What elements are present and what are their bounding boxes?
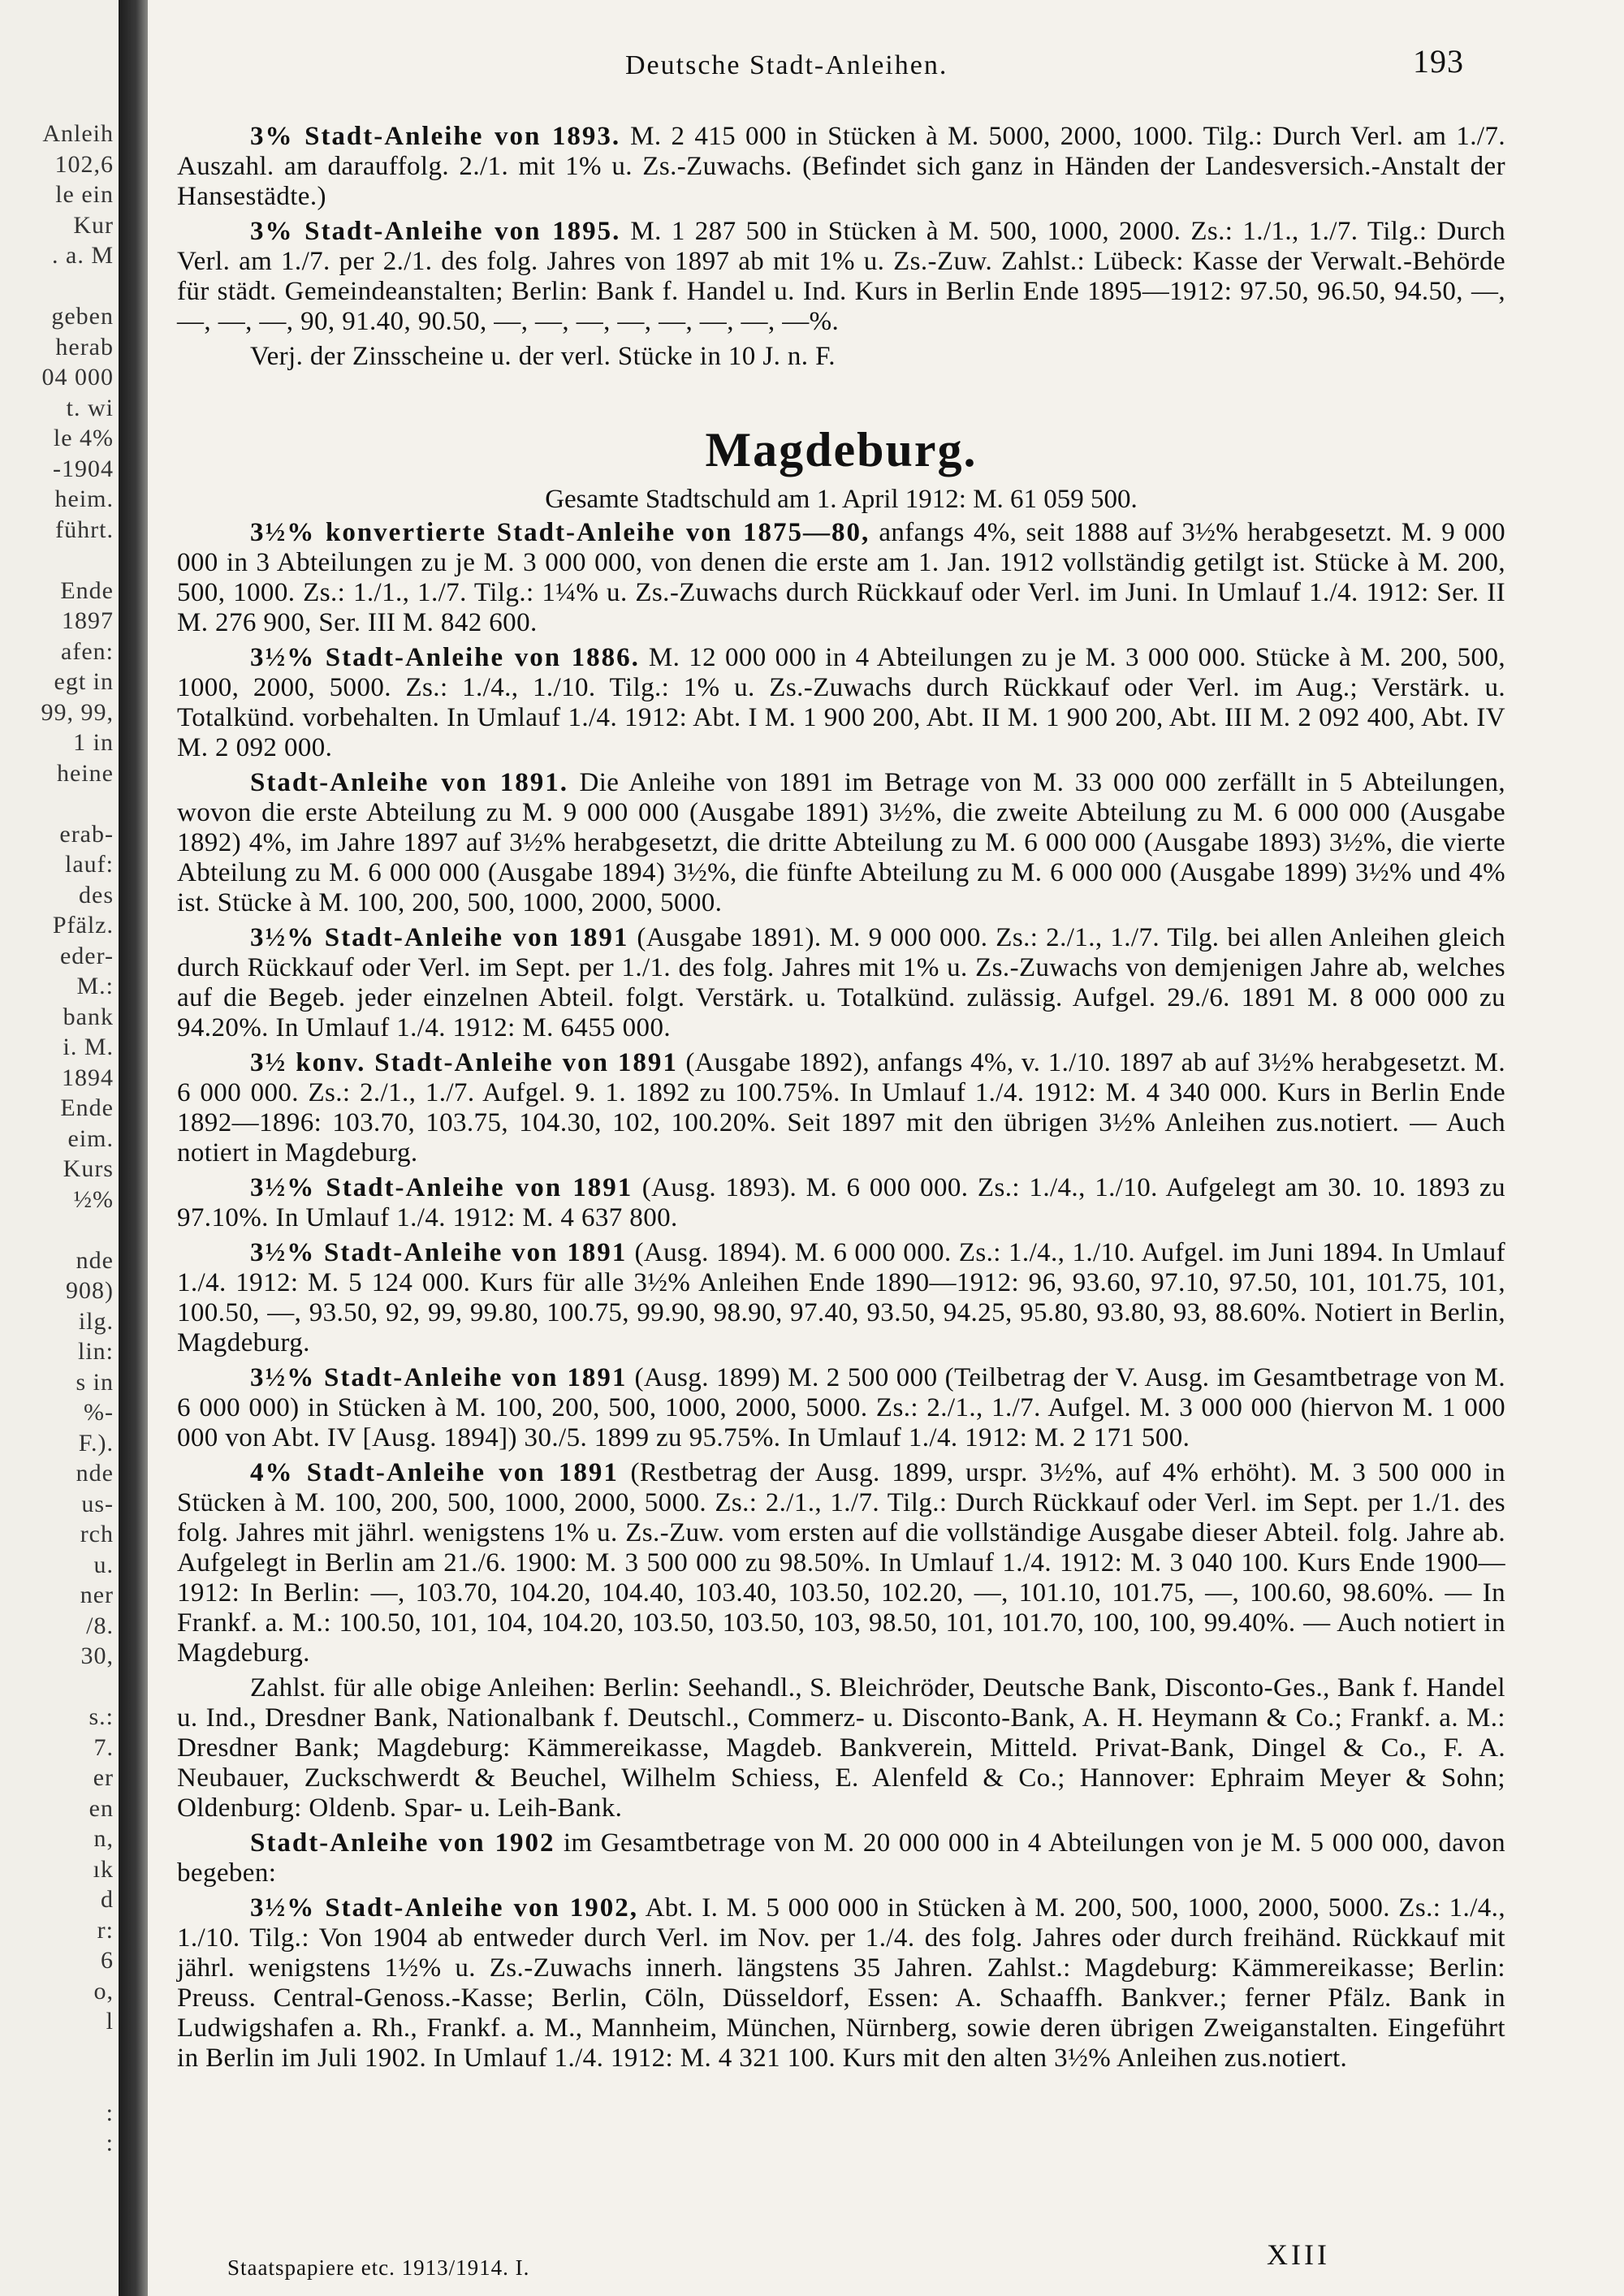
loan-details: Zahlst. für alle obige Anleihen: Berlin: Seehandl., S. Bleichröder, Deutsche Bank, Disconto-Ges., Bank f. Handel u. Ind., Dresdner Bank, Nationalbank f. Deutschl., Commerz- u. Disconto-Bank, A. H. Heymann & Co.; Frankf. a. M.: Dresdner Bank; Magdeburg: Kämmereikasse, Magdeb. Bankverein, Mitteld. Privat-Bank, Dingel & Co., F. A. Neubauer, Zuckschwerdt & Beuchel, Wilhelm Schiess, E. Alenfeld & Co.; Hannover: Ephraim Meyer & Sohn; Oldenburg: Oldenb. Spar- u. Leih-Bank. [177, 1673, 1505, 1823]
adjacent-page-fragment: Kurs [63, 1155, 114, 1182]
magdeburg-paragraph [177, 768, 1505, 918]
magdeburg-paragraph [177, 643, 1505, 763]
adjacent-page-fragment: t. wi [66, 394, 114, 421]
adjacent-page-fragment: 1 in [73, 729, 114, 756]
city-subtitle: Gesamte Stadtschuld am 1. April 1912: M. 61 059 500. [545, 485, 1138, 514]
magdeburg-paragraph [177, 1238, 1505, 1358]
city-title: Magdeburg. [705, 423, 978, 477]
top-section-entry [177, 342, 1505, 372]
magdeburg-paragraph [177, 518, 1505, 638]
loan-details: (Ausg. 1893). M. 6 000 000. Zs.: 1./4., 1./10. Aufgelegt am 30. 10. 1893 zu 97.10%. In Umlauf 1./4. 1912: M. 4 637 800. [177, 1173, 1505, 1232]
magdeburg-entry [177, 643, 1505, 763]
loan-details: (Ausgabe 1891). M. 9 000 000. Zs.: 2./1., 1./7. Tilg. bei allen Anleihen gleich durch Rückkauf oder Verl. im Sept. per 1./1. des folg. Jahres mit 1% u. Zs.-Zuwachs von demjenigen Jahre ab, welches auf die Begeb. jeder einzelnen Abteil. folgt. Verstärk. u. Totalkünd. zulässig. Aufgel. 29./6. 1891 M. 8 000 000 zu 94.20%. In Umlauf 1./4. 1912: M. 6455 000. [177, 923, 1505, 1042]
magdeburg-paragraph [177, 1173, 1505, 1233]
adjacent-page-fragment: : [106, 2130, 114, 2156]
adjacent-page-fragment: r: [97, 1916, 114, 1944]
loan-heading: 3½% Stadt-Anleihe von 1891 [250, 1238, 628, 1267]
adjacent-page-fragment: Pfälz. [52, 912, 114, 939]
adjacent-page-fragment: Ende [60, 1094, 114, 1121]
adjacent-page-fragment: bank [63, 1003, 114, 1030]
loan-details: im Gesamtbetrage von M. 20 000 000 in 4 Abteilungen von je M. 5 000 000, davon begeben: [177, 1828, 1505, 1888]
top-section-entry [177, 122, 1505, 212]
magdeburg-section [177, 518, 1505, 2074]
adjacent-page-fragment: rch [80, 1521, 114, 1547]
adjacent-page-fragment: s in [76, 1368, 114, 1396]
loan-heading: 3½% Stadt-Anleihe von 1891 [250, 923, 629, 952]
adjacent-page-fragment: ner [80, 1582, 114, 1608]
adjacent-page-fragment: eder- [59, 942, 114, 969]
adjacent-page-fragment: %- [84, 1399, 114, 1426]
magdeburg-entry [177, 1363, 1505, 1453]
top-section-paragraph [177, 122, 1505, 212]
adjacent-page-fragment: /8. [86, 1612, 114, 1639]
adjacent-page-fragment: afen: [61, 637, 114, 665]
loan-details: (Ausg. 1899) M. 2 500 000 (Teilbetrag der V. Ausg. im Gesamtbetrage von M. 6 000 000) in Stücken à M. 100, 200, 500, 1000, 2000, 5000. Zs.: 2./1., 1./7. Aufgel. M. 3 000 000 (hiervon M. 1 000 000 von Abt. IV [Ausg. 1894]) 30./5. 1899 zu 95.75%. In Umlauf 1./4. 1912: M. 2 171 500. [177, 1363, 1505, 1452]
magdeburg-paragraph [177, 1893, 1505, 2074]
loan-details: (Restbetrag der Ausg. 1899, urspr. 3½%, auf 4% erhöht). M. 3 500 000 in Stücken à M. 100, 200, 500, 1000, 2000, 5000. Zs.: 2./1., 1./7. Tilg.: Durch Rückkauf oder Verl. im Sept. per 1./1. des folg. Jahres mit jährl. wenigstens 1% u. Zs.-Zuw. vom ersten auf die vollständige Ausgabe dieser Abteil. folg. Jahre ab. Aufgelegt in Berlin am 21./6. 1900: M. 3 500 000 zu 98.50%. In Umlauf 1./4. 1912: M. 3 040 100. Kurs Ende 1900—1912: In Berlin: —, 103.70, 104.20, 104.40, 103.40, 103.50, 102.20, —, 101.10, 101.75, —, 100.60, 98.60%. — In Frankf. a. M.: 100.50, 101, 104, 104.20, 103.50, 103.50, 103, 98.50, 101, 101.70, 100, 100, 99.40%. — Auch notiert in Magdeburg. [177, 1458, 1505, 1668]
loan-details: Verj. der Zinsscheine u. der verl. Stücke in 10 J. n. F. [250, 342, 836, 371]
magdeburg-paragraph [177, 1458, 1505, 1668]
loan-heading: 3% Stadt-Anleihe von 1895. [250, 217, 621, 246]
adjacent-page-fragment: lauf: [65, 851, 114, 878]
adjacent-page-fragment: s.: [89, 1703, 114, 1730]
adjacent-page-fragment: . a. M [52, 242, 114, 269]
loan-heading: 3½ konv. Stadt-Anleihe von 1891 [250, 1048, 678, 1077]
magdeburg-entry [177, 1173, 1505, 1233]
adjacent-page-fragment: Kur [73, 211, 114, 239]
adjacent-page-fragment: 102,6 [54, 150, 114, 178]
loan-heading: 3½% konvertierte Stadt-Anleihe von 1875—80, [250, 518, 870, 547]
adjacent-page-fragment: en [89, 1794, 114, 1822]
adjacent-page-fragment: lin: [77, 1338, 114, 1365]
adjacent-page-fragment: : [106, 2099, 114, 2126]
adjacent-page-fragment: 99, 99, [41, 698, 114, 726]
adjacent-page-fragment: Anleih [42, 120, 114, 147]
adjacent-page-fragment: n, [93, 1825, 114, 1852]
adjacent-page-fragment: 04 000 [41, 364, 114, 391]
adjacent-page-fragment: d [101, 1886, 114, 1913]
loan-heading: 3½% Stadt-Anleihe von 1891 [250, 1173, 633, 1202]
loan-details: (Ausgabe 1892), anfangs 4%, v. 1./10. 1897 ab auf 3½% herabgesetzt. M. 6 000 000. Zs.: 2./1., 1./7. Aufgel. 9. 1. 1892 zu 100.75%. In Umlauf 1./4. 1912: M. 4 340 000. Kurs in Berlin Ende 1892—1896: 103.70, 103.75, 104.30, 102, 100.20%. Seit 1897 mit den übrigen 3½% Anleihen zus.notiert. — Auch notiert in Magdeburg. [177, 1048, 1505, 1167]
magdeburg-paragraph [177, 923, 1505, 1043]
magdeburg-entry [177, 923, 1505, 1043]
magdeburg-entry [177, 1238, 1505, 1358]
adjacent-page-fragment: herab [55, 333, 114, 360]
adjacent-page-fragment: i. M. [63, 1034, 114, 1060]
loan-heading: 3½% Stadt-Anleihe von 1886. [250, 643, 640, 672]
top-section [177, 122, 1505, 372]
loan-heading: 3% Stadt-Anleihe von 1893. [250, 122, 621, 151]
loan-details: M. 1 287 500 in Stücken à M. 500, 1000, 2000. Zs.: 1./1., 1./7. Tilg.: Durch Verl. am 1./7. per 2./1. des folg. Jahres von 1897 ab mit 1% u. Zs.-Zuw. Zahlst.: Lübeck: Kasse der Verwalt.-Behörde für städt. Gemeindeanstalten; Berlin: Bank f. Handel u. Ind. Kurs in Berlin Ende 1895—1912: 97.50, 96.50, 94.50, —, —, —, —, 90, 91.40, 90.50, —, —, —, —, —, —, —, —%. [177, 217, 1505, 336]
loan-details: Die Anleihe von 1891 im Betrage von M. 33 000 000 zerfällt in 5 Abteilungen, wovon die erste Abteilung zu M. 9 000 000 (Ausgabe 1891) 3½%, die zweite Abteilung zu M. 6 000 000 (Ausgabe 1892) 4%, im Jahre 1897 auf 3½% herabgesetzt, die dritte Abteilung zu M. 6 000 000 (Ausgabe 1893) 3½%, die vierte Abteilung zu M. 6 000 000 (Ausgabe 1894) 3½%, die fünfte Abteilung zu M. 6 000 000 (Ausgabe 1899) 3½% und 4% ist. Stücke à M. 100, 200, 500, 1000, 2000, 5000. [177, 768, 1505, 917]
running-title: Deutsche Stadt-Anleihen. [625, 50, 948, 80]
loan-details: M. 2 415 000 in Stücken à M. 5000, 2000, 1000. Tilg.: Durch Verl. am 1./7. Auszahl. am darauffolg. 2./1. mit 1% u. Zs.-Zuwachs. (Befindet sich ganz in Händen der Landesversich.-Anstalt der Hansestädte.) [177, 122, 1505, 211]
adjacent-page-fragment: führt. [55, 516, 114, 543]
magdeburg-entry [177, 1893, 1505, 2074]
adjacent-page-fragment: 30, [80, 1642, 114, 1669]
magdeburg-paragraph [177, 1673, 1505, 1823]
adjacent-page-fragment: us- [81, 1490, 114, 1517]
magdeburg-paragraph [177, 1828, 1505, 1888]
magdeburg-entry [177, 1048, 1505, 1168]
magdeburg-entry [177, 1673, 1505, 1823]
top-section-entry [177, 217, 1505, 337]
adjacent-page-fragment: ık [93, 1855, 114, 1883]
adjacent-page-fragment: eim. [67, 1124, 114, 1152]
adjacent-page-fragment: 1897 [62, 607, 114, 634]
adjacent-page-fragment: geben [51, 303, 114, 330]
adjacent-page-fragment: 6 [101, 1947, 114, 1974]
page-number: 193 [1413, 43, 1464, 80]
top-section-paragraph [177, 342, 1505, 372]
adjacent-page-fragment: -1904 [53, 455, 114, 482]
adjacent-page-fragment: Ende [60, 576, 114, 604]
loan-heading: 3½% Stadt-Anleihe von 1902, [250, 1893, 639, 1923]
adjacent-page-strip [0, 0, 122, 2296]
loan-heading: Stadt-Anleihe von 1891. [250, 768, 569, 797]
adjacent-page-fragment: ilg. [78, 1307, 114, 1335]
footer-source: Staatspapiere etc. 1913/1914. I. [227, 2255, 530, 2280]
adjacent-page-fragment: heim. [54, 486, 114, 512]
loan-heading: 3½% Stadt-Anleihe von 1891 [250, 1363, 628, 1392]
adjacent-page-fragment: 7. [93, 1733, 114, 1761]
adjacent-page-fragment: nde [76, 1246, 114, 1274]
loan-heading: Stadt-Anleihe von 1902 [250, 1828, 555, 1858]
adjacent-page-fragment: F.). [78, 1429, 114, 1457]
book-gutter [119, 0, 148, 2296]
adjacent-page-fragment: 908) [66, 1277, 114, 1304]
magdeburg-entry [177, 1828, 1505, 1888]
adjacent-page-fragment: l [106, 2008, 114, 2035]
adjacent-page-fragment: le ein [55, 181, 114, 208]
loan-details: M. 12 000 000 in 4 Abteilungen zu je M. 3 000 000. Stücke à M. 200, 500, 1000, 2000, 5000. Zs.: 1./4., 1./10. Tilg.: 1% u. Zs.-Zuwachs durch Rückkauf oder Verl. im Aug.; Verstärk. u. Totalkünd. vorbehalten. In Umlauf 1./4. 1912: Abt. I M. 1 900 200, Abt. II M. 1 900 200, Abt. III M. 2 092 400, Abt. IV M. 2 092 000. [177, 643, 1506, 762]
top-section-paragraph [177, 217, 1505, 337]
magdeburg-entry [177, 1458, 1505, 1668]
loan-heading: 4% Stadt-Anleihe von 1891 [250, 1458, 619, 1487]
adjacent-page-fragment: u. [93, 1551, 114, 1578]
adjacent-page-fragment: 1894 [62, 1064, 114, 1091]
loan-details: (Ausg. 1894). M. 6 000 000. Zs.: 1./4., 1./10. Aufgel. im Juni 1894. In Umlauf 1./4. 1912: M. 5 124 000. Kurs für alle 3½% Anleihen Ende 1890—1912: 96, 93.60, 97.10, 97.50, 101, 101.75, 101, 100.50, —, 93.50, 92, 99, 99.80, 100.75, 99.90, 98.90, 97.40, 93.50, 94.25, 95.80, 93.80, 93, 88.60%. Notiert in Berlin, Magdeburg. [177, 1238, 1505, 1357]
adjacent-page-fragment: le 4% [53, 425, 114, 451]
adjacent-page-fragment: heine [57, 759, 114, 787]
loan-details: Abt. I. M. 5 000 000 in Stücken à M. 200, 500, 1000, 2000, 5000. Zs.: 1./4., 1./10. Tilg.: Von 1904 ab entweder durch Verl. im Nov. per 1./4. des folg. Jahres oder durch freihänd. Rückkauf mit jährl. wenigstens 1½% u. Zs.-Zuwachs innerh. längstens 35 Jahren. Zahlst.: Magdeburg: Kämmereikasse; Berlin: Preuss. Central-Genoss.-Kasse; Berlin, Cöln, Düsseldorf, Essen: A. Schaaffh. Bankver.; ferner Pfälz. Bank in Ludwigshafen a. Rh., Frankf. a. M., Mannheim, München, Nürnberg, sowie deren übrigen Zweiganstalten. Eingeführt in Berlin im Juli 1902. In Umlauf 1./4. 1912: M. 4 321 100. Kurs mit den alten 3½% Anleihen zus.notiert. [177, 1893, 1505, 2073]
magdeburg-entry [177, 768, 1505, 918]
text-column [177, 122, 1505, 2078]
adjacent-page-fragment: o, [93, 1977, 114, 2005]
magdeburg-paragraph [177, 1048, 1505, 1168]
adjacent-page-fragment: erab- [59, 820, 114, 848]
magdeburg-entry [177, 518, 1505, 638]
adjacent-page-fragment: des [79, 881, 114, 908]
adjacent-page-fragment: egt in [54, 668, 114, 695]
adjacent-page-fragment: M.: [76, 973, 114, 999]
adjacent-page-fragment: ½% [73, 1185, 114, 1213]
magdeburg-paragraph [177, 1363, 1505, 1453]
adjacent-page-fragment: nde [76, 1460, 114, 1487]
footer-signature: XIII [1267, 2238, 1330, 2271]
adjacent-page-fragment: er [93, 1764, 114, 1791]
loan-details: anfangs 4%, seit 1888 auf 3½% herabgesetzt. M. 9 000 000 in 3 Abteilungen zu je M. 3 000 000, von denen die erste am 1. Jan. 1912 vollständig getilgt ist. Stücke à M. 200, 500, 1000. Zs.: 1./1., 1./7. Tilg.: 1¼% u. Zs.-Zuwachs durch Rückkauf oder Verl. im Juni. In Umlauf 1./4. 1912: Ser. II M. 276 900, Ser. III M. 842 600. [177, 518, 1505, 637]
